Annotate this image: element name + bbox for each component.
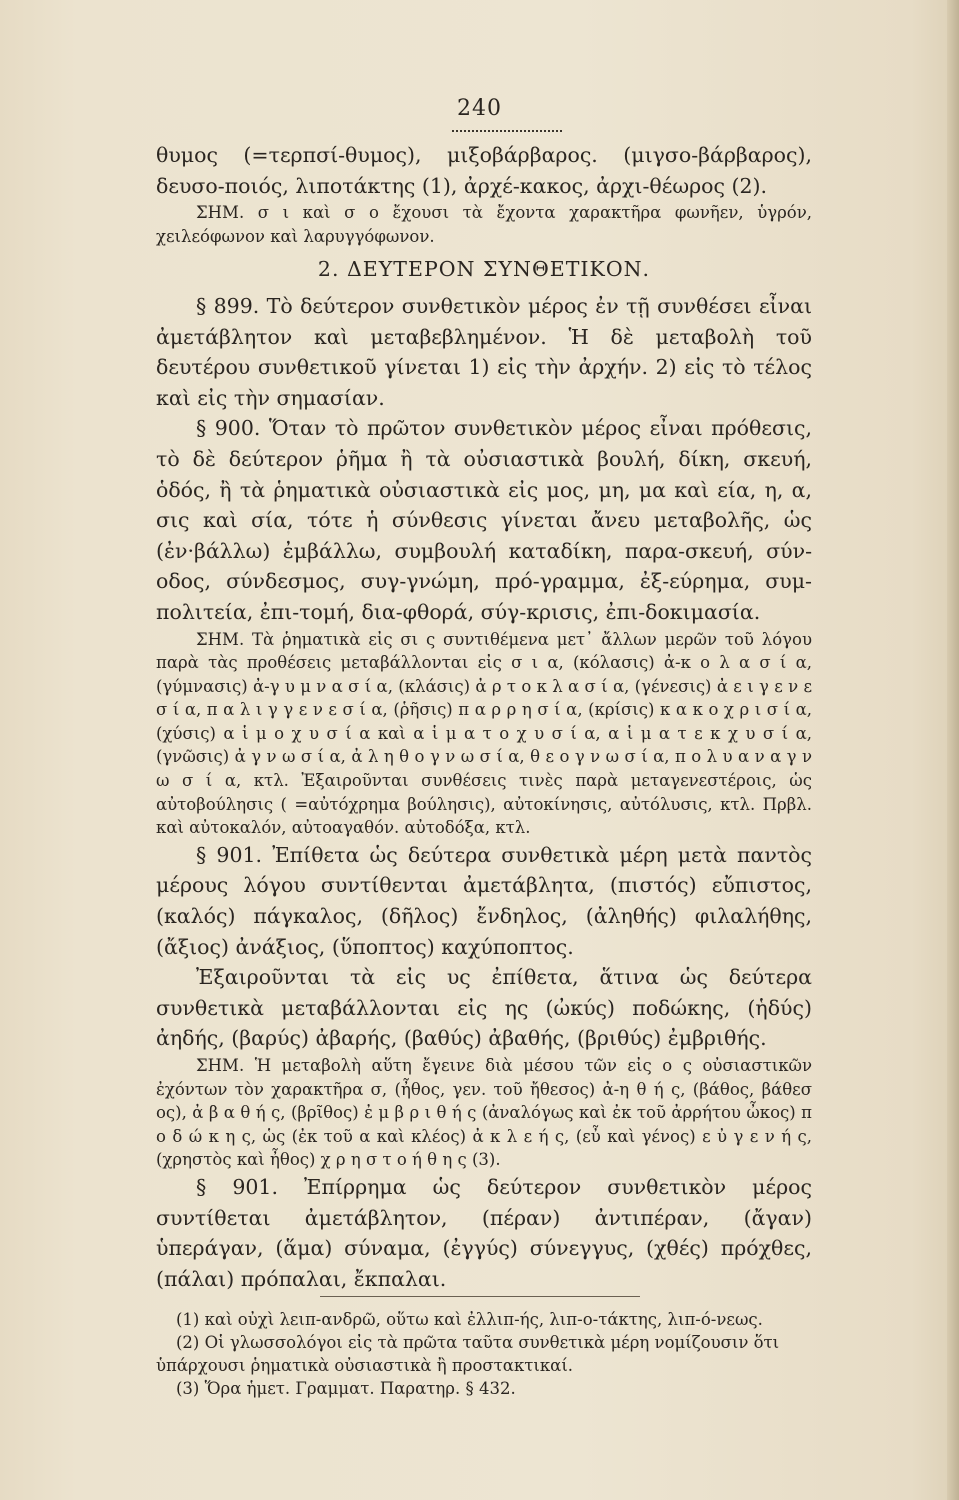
note-paragraph-900: ΣΗΜ. Τὰ ῥηματικὰ εἰς σι ς συντιθέμενα μετ᾽ ἄλλων μερῶν τοῦ λόγου παρὰ τὰς προθέσεις μεταβάλλονται εἰς σ ι α, (κόλασις) ἀ-κ ο λ α σ ί α, (γύμνασις) ἀ-γ υ μ ν α σ ί α, (κλάσις) ἀ ρ τ ο κ λ α σ ί α, (γένεσις) ἀ ε ι γ ε ν ε σ ί α, π α λ ι γ γ ε ν ε σ ί α, (ῥῆσις) π α ρ ρ η σ ί α, (κρίσις) κ α κ ο χ ρ ι σ ί α, (χύσις) α ἱ μ ο χ υ σ ί α καὶ α ἱ μ α τ ο χ υ σ ί α, α ἱ μ α τ ε κ χ υ σ ί α, (γνῶσις) ἀ γ ν ω σ ί α, ἀ λ η θ ο γ ν ω σ ί α, θ ε ο γ ν ω σ ί α, π ο λ υ α ν α γ ν ω σ ί α, κτλ. Ἐξαιροῦνται συνθέσεις τινὲς παρὰ μεταγενεστέροις, ὡς αὐτοβούλησις ( =αὐτόχρημα βούλησις), αὐτοκίνησις, αὐτόλυσις, κτλ. Πρβλ. καὶ αὐτοκαλόν, αὐτοαγαθόν. αὐτοδόξα, κτλ.	[156, 629, 812, 838]
main-text	[156, 140, 812, 1294]
paragraph-901b: Ἐξαιροῦνται τὰ εἰς υς ἐπίθετα, ἅτινα ὡς δεύτερα συνθετικὰ μεταβάλλονται εἰς ης (ὠκύς) ποδώκης, (ἡδύς) ἀηδής, (βαρύς) ἀβαρής, (βαθύς) ἀβαθής, (βριθύς) ἐμβριθής.	[156, 965, 812, 1051]
footnotes	[156, 1308, 812, 1400]
footnote-1: (1) καὶ οὐχὶ λειπ-ανδρῶ, οὕτω καὶ ἐλλιπ-ής, λιπ-ο-τάκτης, λιπ-ό-νεως.	[176, 1310, 763, 1329]
footnote-2: (2) Οἱ γλωσσολόγοι εἰς τὰ πρῶτα ταῦτα συνθετικὰ μέρη νομίζουσιν ὅτι ὑπάρχουσι ῥηματικὰ οὐσιαστικὰ ἢ προστακτικαί.	[156, 1333, 780, 1375]
paragraph-continuation: θυμος (=τερπσί-θυμος), μιξοβάρβαρος. (μιγσο-βάρβαρος), δευσο-ποιός, λιποτάκτης (1), ἀρχέ-κακος, ἀρχι-θέωρος (2).	[156, 143, 812, 198]
note-paragraph-901: ΣΗΜ. Ἡ μεταβολὴ αὕτη ἔγεινε διὰ μέσου τῶν εἰς ο ς οὐσιαστικῶν ἐχόντων τὸν χαρακτῆρα σ, (ἦθος, γεν. τοῦ ἤθεσος) ἀ-η θ ή ς, (βάθος, βάθεσ ος), ἀ β α θ ή ς, (βρῖθος) ἐ μ β ρ ι θ ή ς (ἀναλόγως καὶ ἐκ τοῦ ἀρρήτου ὦκος) π ο δ ώ κ η ς, ὡς (ἐκ τοῦ α καὶ κλέος) ἀ κ λ ε ή ς, (εὖ καὶ γένος) ε ὐ γ ε ν ή ς, (χρηστὸς καὶ ἦθος) χ ρ η σ τ ο ή θ η ς (3).	[156, 1056, 812, 1170]
ornamental-rule	[452, 124, 562, 132]
paragraph-901a: § 901. Ἐπίθετα ὡς δεύτερα συνθετικὰ μέρη μετὰ παντὸς μέρους λόγου συντίθενται ἀμετάβλητα, (πιστός) εὔπιστος, (καλός) πάγκαλος, (δῆλος) ἔνδηλος, (ἀληθής) φιλαλήθης, (ἄξιος) ἀνάξιος, (ὕποπτος) καχύποπτος.	[156, 842, 812, 959]
footnote-3: (3) Ὅρα ἡμετ. Γραμματ. Παρατηρ. § 432.	[176, 1379, 516, 1398]
page-edge	[947, 0, 959, 1500]
section-heading: 2. ΔΕΥΤΕΡΟΝ ΣΥΝΘΕΤΙΚΟΝ.	[317, 257, 651, 282]
paragraph-899: § 899. Τὸ δεύτερον συνθετικὸν μέρος ἐν τῇ συνθέσει εἶναι ἀμετάβλητον καὶ μεταβεβλημένον. Ἡ δὲ μεταβολὴ τοῦ δευτέρου συνθετικοῦ γίνεται 1) εἰς τὴν ἀρχήν. 2) εἰς τὸ τέλος καὶ εἰς τὴν σημασίαν.	[156, 293, 812, 410]
note-paragraph: ΣΗΜ. σ ι καὶ σ ο ἔχουσι τὰ ἔχοντα χαρακτῆρα φωνῆεν, ὑγρόν, χειλεόφωνον καὶ λαρυγγόφωνον.	[156, 203, 812, 246]
page-number: 240	[457, 96, 502, 121]
footnote-divider	[320, 1296, 640, 1297]
paragraph-901c: § 901. Ἐπίρρημα ὡς δεύτερον συνθετικὸν μέρος συντίθεται ἀμετάβλητον, (πέραν) ἀντιπέραν, (ἄγαν) ὑπεράγαν, (ἅμα) σύναμα, (ἐγγύς) σύνεγγυς, (χθές) πρόχθες, (πάλαι) πρόπαλαι, ἔκπαλαι.	[156, 1174, 812, 1291]
paragraph-900: § 900. Ὅταν τὸ πρῶτον συνθετικὸν μέρος εἶναι πρόθεσις, τὸ δὲ δεύτερον ῥῆμα ἢ τὰ οὐσιαστικὰ βουλή, δίκη, σκευή, ὁδός, ἢ τὰ ῥηματικὰ οὐσιαστικὰ εἰς μος, μη, μα καὶ εία, η, α, σις καὶ σία, τότε ἡ σύνθεσις γίνεται ἄνευ μεταβολῆς, ὡς (ἐν·βάλλω) ἐμβάλλω, συμβουλή καταδίκη, παρα-σκευή, σύν-οδος, σύνδεσμος, συγ-γνώμη, πρό-γραμμα, ἐξ-εύρημα, συμ-πολιτεία, ἐπι-τομή, δια-φθορά, σύγ-κρισις, ἐπι-δοκιμασία.	[156, 416, 812, 624]
